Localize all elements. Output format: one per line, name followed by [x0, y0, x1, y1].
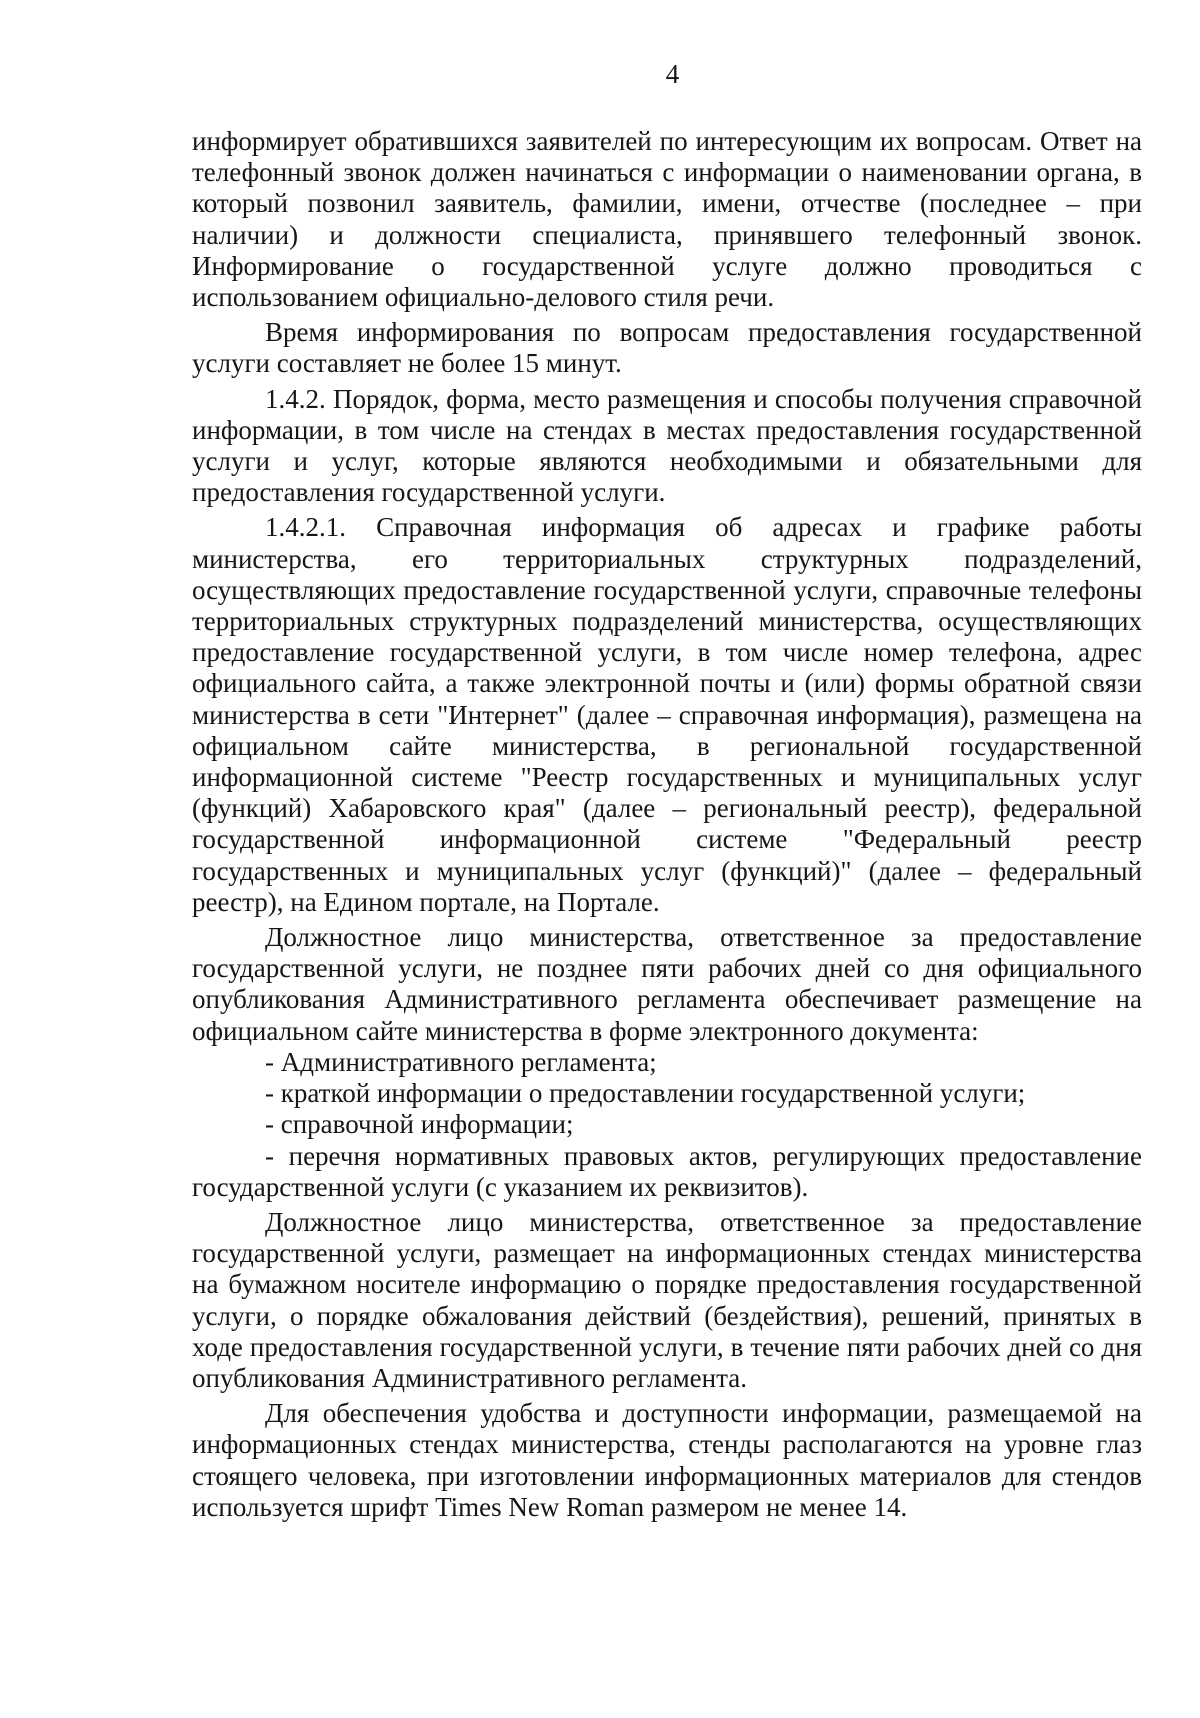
paragraph-10: Должностное лицо министерства, ответственное за предоставление государственной услуги, размещает на информационных стендах министерства на бумажном носителе информацию о порядке предоставления государственной услуги, о порядке обжалования действий (бездействия), решений, принятых в ходе предоставления государственной услуги, в течение пяти рабочих дней со дня опубликования Административного регламента.	[192, 1206, 1142, 1393]
document-body	[192, 126, 1142, 1527]
paragraph-5: Должностное лицо министерства, ответственное за предоставление государственной услуги, не позднее пяти рабочих дней со дня официального опубликования Административного регламента обеспечивает размещение на официальном сайте министерства в форме электронного документа:	[192, 922, 1142, 1046]
list-item-3: - справочной информации;	[265, 1109, 574, 1140]
paragraph-3: 1.4.2. Порядок, форма, место размещения и способы получения справочной информации, в том числе на стендах в местах предоставления государственной услуги и услуг, которые являются необходимыми и обязательными для предоставления государственной услуги.	[192, 383, 1142, 508]
list-item-4: - перечня нормативных правовых актов, регулирующих предоставление государственной услуги (с указанием их реквизитов).	[192, 1140, 1142, 1202]
paragraph-4: 1.4.2.1. Справочная информация об адресах и графике работы министерства, его территориальных структурных подразделений, осуществляющих предоставление государственной услуги, справочные телефоны территориальных структурных подразделений министерства, осуществляющих предоставление государственной услуги, в том числе номер телефона, адрес официального сайта, а также электронной почты и (или) формы обратной связи министерства в сети "Интернет" (далее – справочная информация), размещена на официальном сайте министерства, в региональной государственной информационной системе "Реестр государственных и муниципальных услуг (функций) Хабаровского края" (далее – региональный реестр), федеральной государственной информационной системе "Федеральный реестр государственных и муниципальных услуг (функций)" (далее – федеральный реестр), на Едином портале, на Портале.	[192, 512, 1142, 917]
paragraph-11: Для обеспечения удобства и доступности информации, размещаемой на информационных стендах министерства, стенды располагаются на уровне глаз стоящего человека, при изготовлении информационных материалов для стендов используется шрифт Times New Roman размером не менее 14.	[192, 1398, 1142, 1522]
list-item-1: - Административного регламента;	[265, 1046, 657, 1077]
page-number: 4	[665, 59, 680, 89]
list-item-2: - краткой информации о предоставлении государственной услуги;	[265, 1078, 1026, 1109]
paragraph-1: информирует обратившихся заявителей по интересующим их вопросам. Ответ на телефонный звонок должен начинаться с информации о наименовании органа, в который позвонил заявитель, фамилии, имени, отчестве (последнее – при наличии) и должности специалиста, принявшего телефонный звонок. Информирование о государственной услуге должно проводиться с использованием официально-делового стиля речи.	[192, 126, 1142, 313]
paragraph-2: Время информирования по вопросам предоставления государственной услуги составляет не более 15 минут.	[192, 317, 1142, 379]
